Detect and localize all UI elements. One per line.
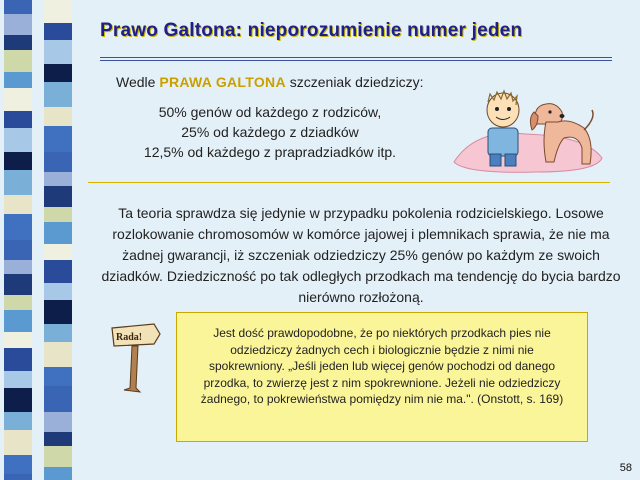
strip-segment — [44, 386, 72, 412]
title-divider — [100, 57, 612, 61]
galton-law-highlight: PRAWA GALTONA — [159, 74, 286, 90]
strip-segment — [44, 0, 72, 23]
strip-segment — [44, 126, 72, 152]
strip-segment — [44, 64, 72, 82]
strip-segment — [4, 214, 32, 240]
signpost-label: Rada! — [116, 332, 143, 343]
strip-segment — [4, 260, 32, 274]
strip-segment — [4, 474, 32, 480]
strip-segment — [44, 367, 72, 386]
strip-segment — [4, 371, 32, 388]
strip-segment — [44, 40, 72, 64]
strip-segment — [4, 295, 32, 310]
strip-segment — [4, 88, 32, 111]
strip-segment — [4, 274, 32, 295]
intro-line — [116, 74, 424, 90]
signpost-icon — [110, 316, 162, 394]
strip-segment — [4, 348, 32, 371]
strip-segment — [4, 332, 32, 348]
explanation-paragraph: Ta teoria sprawdza się jedynie w przypadku pokolenia rodzicielskiego. Losowe rozlokowanie chromosomów w komórce jajowej i plemnikach sprawia, że nie ma żadnej gwarancji, iż szczeniak odziedziczy 25% genów po każdym ze swoich dziadków. Dziedziczność po tak odległych przodkach ma tendencję do bycia bardzo nierówno rozłożoną. — [101, 205, 621, 305]
strip-segment — [44, 152, 72, 172]
inheritance-line-parents: 50% genów od każdego z rodziców, — [158, 104, 382, 120]
intro-text-after: szczeniak dziedziczy: — [285, 74, 424, 90]
strip-segment — [4, 240, 32, 260]
strip-segment — [44, 300, 72, 324]
strip-column-left — [4, 0, 32, 480]
strip-segment — [44, 82, 72, 107]
strip-segment — [4, 152, 32, 170]
section-divider — [88, 182, 610, 183]
strip-segment — [4, 0, 32, 14]
intro-text-before: Wedle — [116, 74, 160, 90]
strip-segment — [4, 50, 32, 72]
page-number: 58 — [619, 462, 632, 474]
inheritance-line-grandparents: 25% od każdego z dziadków — [181, 124, 359, 140]
decorative-color-strip — [0, 0, 82, 480]
strip-segment — [44, 244, 72, 260]
strip-segment — [44, 324, 72, 342]
strip-segment — [44, 23, 72, 40]
strip-segment — [44, 107, 72, 126]
inheritance-list — [110, 102, 430, 162]
strip-segment — [44, 412, 72, 432]
strip-segment — [4, 35, 32, 50]
strip-segment — [4, 72, 32, 88]
strip-segment — [4, 111, 32, 128]
boy-and-dog-illustration — [446, 88, 606, 174]
strip-segment — [44, 260, 72, 283]
strip-segment — [44, 342, 72, 367]
strip-segment — [4, 14, 32, 35]
inheritance-line-ancestors: 12,5% od każdego z prapradziadków itp. — [143, 144, 397, 160]
strip-column-right — [44, 0, 72, 480]
strip-segment — [44, 283, 72, 300]
slide-title: Prawo Galtona: nieporozumienie numer jeden — [100, 20, 523, 41]
quote-box: Jest dość prawdopodobne, że po niektórych przodkach pies nie odziedziczy żadnych cech i biologicznie będzie z nimi nie spokrewniony. „Jeśli jeden lub więcej genów pochodzi od danego przodka, to zwierzę jest z nim spokrewnione. Jeżeli nie odziedziczy żadnego, to pokrewieństwa pomiędzy nim nie ma.". (Onstott, s. 169) — [176, 312, 588, 442]
strip-segment — [4, 412, 32, 430]
strip-segment — [4, 455, 32, 474]
strip-segment — [4, 195, 32, 214]
strip-segment — [4, 310, 32, 332]
strip-segment — [44, 172, 72, 186]
strip-segment — [44, 207, 72, 222]
strip-segment — [4, 388, 32, 412]
strip-segment — [4, 128, 32, 152]
strip-segment — [44, 222, 72, 244]
strip-segment — [44, 467, 72, 480]
strip-segment — [4, 430, 32, 455]
strip-segment — [44, 446, 72, 467]
strip-segment — [4, 170, 32, 195]
strip-segment — [44, 432, 72, 446]
strip-segment — [44, 186, 72, 207]
